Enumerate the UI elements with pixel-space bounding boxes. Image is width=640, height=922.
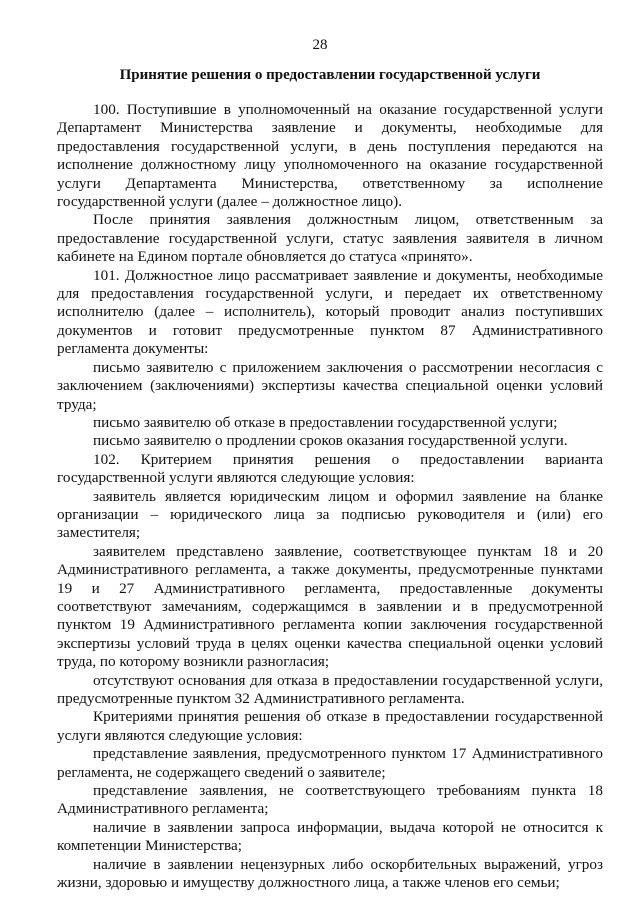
page-number: 28	[312, 37, 328, 53]
paragraph: 102. Критерием принятия решения о предоставлении варианта государственной услуги являются следующие условия:	[57, 450, 603, 487]
paragraph: заявитель является юридическим лицом и оформил заявление на бланке организации – юридического лица за подписью руководителя и (или) его заместителя;	[57, 487, 603, 542]
paragraph: наличие в заявлении запроса информации, выдача которой не относится к компетенции Министерства;	[57, 818, 603, 855]
paragraph: письмо заявителю с приложением заключения о рассмотрении несогласия с заключением (заключениями) экспертизы качества специальной оценки условий труда;	[57, 358, 603, 413]
paragraph: наличие в заявлении нецензурных либо оскорбительных выражений, угроз жизни, здоровью и имуществу должностного лица, а также членов его семьи;	[57, 855, 603, 892]
paragraph: представление заявления, предусмотренного пунктом 17 Административного регламента, не содержащего сведений о заявителе;	[57, 745, 603, 781]
section-heading: Принятие решения о предоставлении государственной услуги	[119, 67, 541, 83]
paragraph: 101. Должностное лицо рассматривает заявление и документы, необходимые для предоставления государственной услуги, и передает их ответственному исполнителю (далее – исполнитель), который проводит анализ поступивших документов и готовит предусмотренные пунктом 87 Административного регламента документы:	[57, 266, 603, 358]
paragraph: Критериями принятия решения об отказе в предоставлении государственной услуги являются следующие условия:	[57, 708, 603, 744]
paragraph: письмо заявителю о продлении сроков оказания государственной услуги.	[93, 432, 568, 450]
paragraph: После принятия заявления должностным лицом, ответственным за предоставление государственной услуги, статус заявления заявителя в личном кабинете на Едином портале обновляется до статуса «принято».	[57, 211, 603, 266]
paragraph: 100. Поступившие в уполномоченный на оказание государственной услуги Департамент Министерства заявление и документы, необходимые для предоставления государственной услуги, в день поступления передаются на исполнение должностному лицу уполномоченного на оказание государственной услуги Департамента Министерства, ответственному за исполнение государственной услуги (далее – должностное лицо).	[57, 101, 603, 211]
paragraph: представление заявления, не соответствующего требованиям пункта 18 Административного регламента;	[57, 782, 603, 818]
body-text	[57, 101, 603, 892]
paragraph: письмо заявителю об отказе в предоставлении государственной услуги;	[93, 413, 558, 431]
paragraph: заявителем представлено заявление, соответствующее пунктам 18 и 20 Административного регламента, а также документы, предусмотренные пунктами 19 и 27 Административного регламента, предоставленные документы соответствуют замечаниям, содержащимся в заявлении и в предусмотренной пунктом 19 Административного регламента копии заключения государственной экспертизы условий труда в целях оценки качества специальной оценки условий труда, по которому возникли разногласия;	[57, 542, 603, 671]
paragraph: отсутствуют основания для отказа в предоставлении государственной услуги, предусмотренные пунктом 32 Административного регламента.	[57, 671, 603, 707]
